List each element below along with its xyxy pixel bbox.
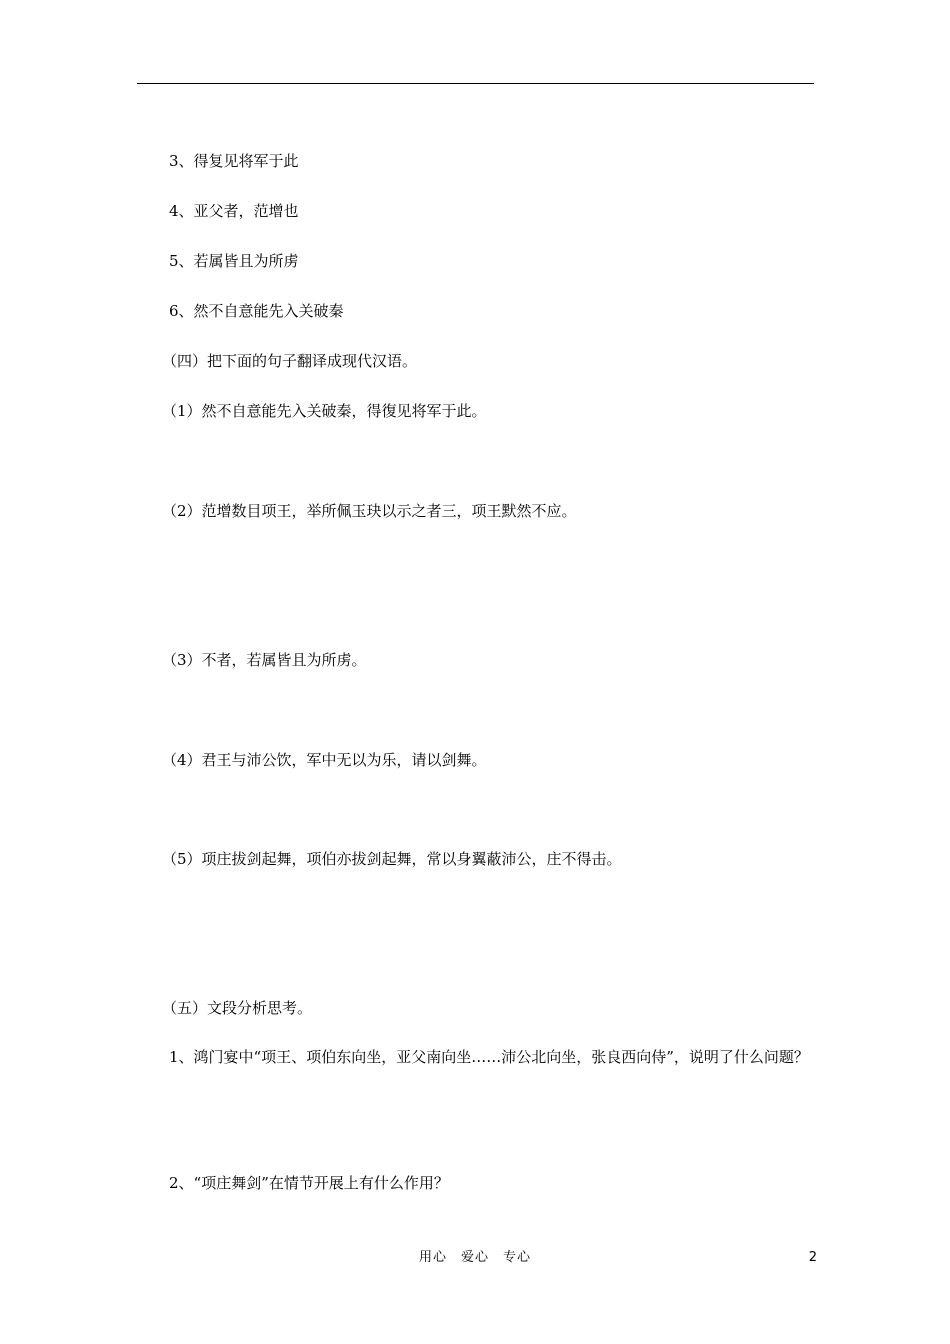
analysis-question-2: 2、“项庄舞剑”在情节开展上有什么作用？: [169, 1174, 449, 1192]
translation-item-4: （4）君王与沛公饮，军中无以为乐，请以剑舞。: [162, 751, 487, 769]
header-rule: [137, 83, 814, 84]
page-number: 2: [808, 1250, 817, 1265]
translation-item-1: （1）然不自意能先入关破秦，得復见将军于此。: [162, 402, 487, 420]
translation-item-2: （2）范增数目项王，举所佩玉玦以示之者三，项王默然不应。: [162, 502, 577, 520]
translation-item-5: （5）项庄拔剑起舞，项伯亦拔剑起舞，常以身翼蔽沛公，庄不得击。: [162, 850, 622, 868]
translation-item-3: （3）不者，若属皆且为所虏。: [162, 651, 367, 669]
footer-motto: 用心 爱心 专心: [418, 1250, 531, 1265]
section-five-heading: （五）文段分析思考。: [162, 999, 313, 1017]
section-four-heading: （四）把下面的句子翻译成现代汉语。: [162, 352, 418, 370]
vocab-item-3: 3、得复见将军于此: [169, 152, 299, 170]
vocab-item-6: 6、然不自意能先入关破秦: [169, 302, 344, 320]
vocab-item-5: 5、若属皆且为所虏: [169, 252, 299, 270]
vocab-item-4: 4、亚父者，范增也: [169, 202, 299, 220]
analysis-question-1: 1、鸿门宴中“项王、项伯东向坐，亚父南向坐……沛公北向坐，张良西向侍”，说明了什么问题？: [169, 1048, 809, 1066]
